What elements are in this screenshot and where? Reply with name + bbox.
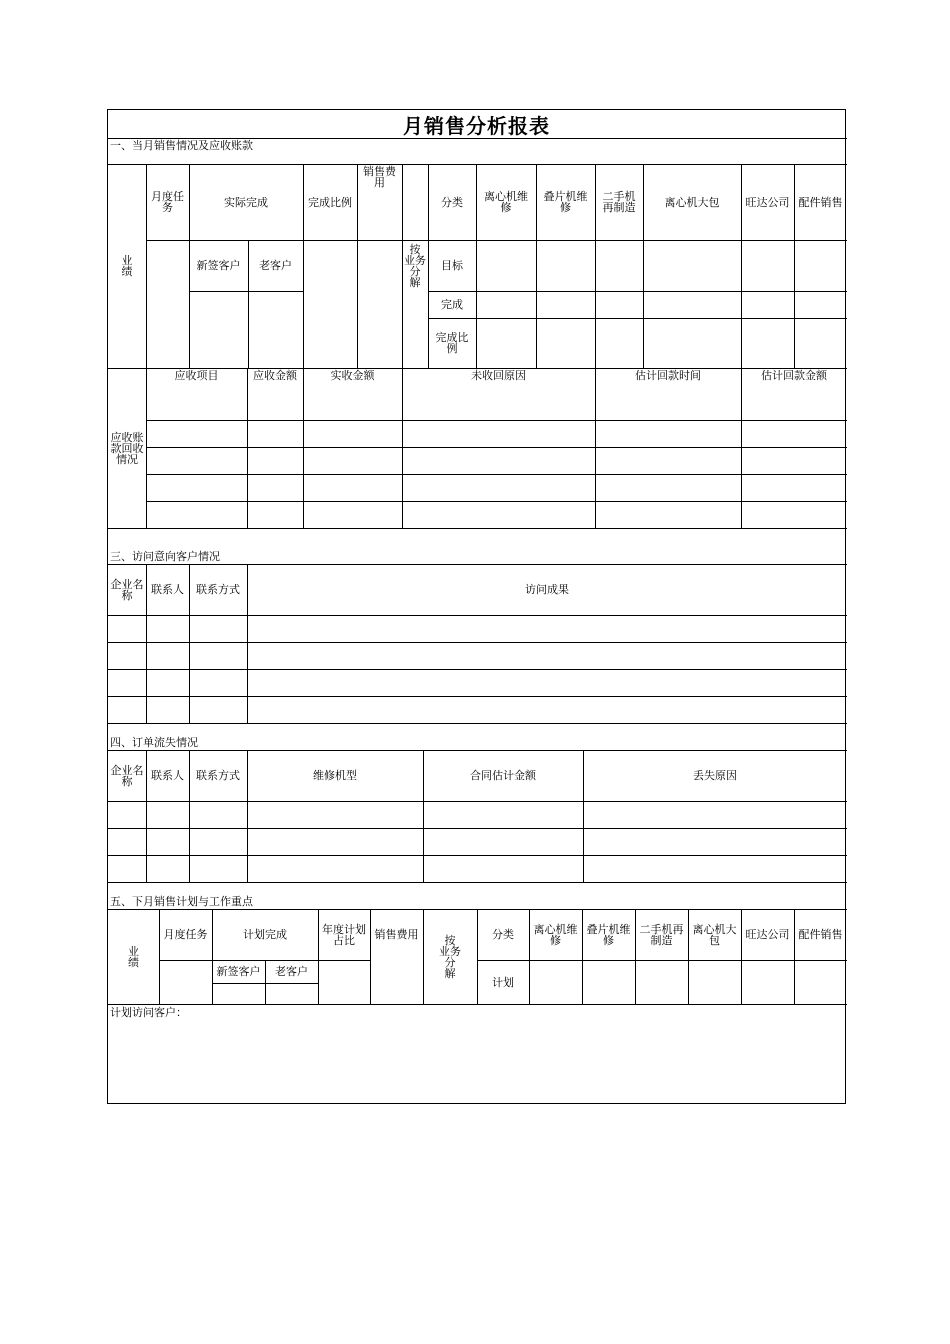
target-label: 目标 xyxy=(441,259,463,272)
cat-1: 离心机维 修 xyxy=(484,190,528,214)
receivables-label: 应收账 款回收 情况 xyxy=(110,430,144,466)
loss-header-reason: 丢失原因 xyxy=(693,769,737,782)
rcv-header-reason: 未收回原因 xyxy=(471,369,526,382)
grid-line xyxy=(108,801,847,802)
monthly-task-header: 月度任 务 xyxy=(151,190,184,214)
rcv-header-received: 实收金额 xyxy=(330,369,375,382)
actual-done-header: 实际完成 xyxy=(224,195,268,209)
loss-header-company: 企业名 称 xyxy=(110,763,144,788)
monthly-sales-report-form xyxy=(107,109,846,1104)
grid-line xyxy=(108,615,847,616)
cat-6: 配件销售 xyxy=(798,195,843,209)
plan-new-client: 新签客户 xyxy=(216,965,261,978)
loss-header-contact: 联系人 xyxy=(151,769,184,782)
grid-line xyxy=(108,642,847,643)
grid-line xyxy=(146,501,847,502)
plan-done-header: 计划完成 xyxy=(243,928,287,941)
plan-cat-1: 离心机维 修 xyxy=(533,922,578,947)
cat-4: 离心机大包 xyxy=(664,195,720,209)
rcv-header-est-amount: 估计回款金额 xyxy=(761,369,827,382)
rcv-header-item: 应收项目 xyxy=(174,369,219,382)
plan-category-header: 分类 xyxy=(492,928,514,941)
plan-sales-cost: 销售费用 xyxy=(374,928,419,941)
grid-line xyxy=(428,240,847,241)
grid-line xyxy=(108,669,847,670)
report-title: 月销售分析报表 xyxy=(403,113,550,138)
visit-header-company: 企业名 称 xyxy=(110,577,144,602)
section-1-heading: 一、当月销售情况及应收账款 xyxy=(110,139,253,152)
plan-cat-2: 叠片机维 修 xyxy=(586,922,631,947)
grid-line xyxy=(108,723,847,724)
by-business-label: 按 业务 分 解 xyxy=(404,243,426,289)
rcv-header-amount: 应收金额 xyxy=(253,369,297,382)
grid-line xyxy=(428,318,847,319)
grid-line xyxy=(108,528,847,529)
loss-header-method: 联系方式 xyxy=(196,769,240,782)
section-5-heading: 五、下月销售计划与工作重点 xyxy=(110,895,253,908)
grid-line xyxy=(428,291,847,292)
perf-label: 业 绩 xyxy=(121,254,133,278)
cat-2: 叠片机维 修 xyxy=(543,190,588,214)
visit-header-contact: 联系人 xyxy=(151,583,184,596)
grid-line xyxy=(108,828,847,829)
new-client-header: 新签客户 xyxy=(196,259,241,272)
section-4-heading: 四、订单流失情况 xyxy=(110,736,198,749)
year-ratio-header: 年度计划 占比 xyxy=(322,922,366,947)
plan-monthly-task: 月度任务 xyxy=(163,928,208,941)
grid-line xyxy=(212,983,318,984)
grid-line xyxy=(108,1004,847,1005)
grid-line xyxy=(108,696,847,697)
plan-cat-4: 离心机大 包 xyxy=(692,922,737,947)
plan-perf-label: 业 绩 xyxy=(128,944,139,969)
old-client-header: 老客户 xyxy=(259,259,292,272)
grid-line xyxy=(189,291,303,292)
loss-header-model: 维修机型 xyxy=(313,769,357,782)
sales-cost-header: 销售费 用 xyxy=(363,165,396,189)
plan-cat-6: 配件销售 xyxy=(798,928,843,941)
planned-visits-label: 计划访问客户： xyxy=(110,1006,187,1019)
visit-header-result: 访问成果 xyxy=(525,583,569,596)
category-header: 分类 xyxy=(441,195,463,209)
visit-header-method: 联系方式 xyxy=(196,583,240,596)
grid-line xyxy=(146,420,847,421)
done-ratio-header: 完成比例 xyxy=(308,195,352,209)
done-label: 完成 xyxy=(441,298,463,311)
plan-cat-5: 旺达公司 xyxy=(745,928,790,941)
plan-label: 计划 xyxy=(492,975,514,989)
grid-line xyxy=(108,855,847,856)
cat-3: 二手机 再制造 xyxy=(602,190,636,214)
plan-by-business: 按 业务 分 解 xyxy=(439,933,461,980)
loss-header-contract: 合同估计金额 xyxy=(470,769,536,782)
ratio-label: 完成比 例 xyxy=(435,331,469,355)
grid-line xyxy=(146,447,847,448)
cat-5: 旺达公司 xyxy=(745,195,790,209)
section-3-heading: 三、访问意向客户情况 xyxy=(110,550,220,563)
plan-old-client: 老客户 xyxy=(275,965,308,978)
grid-line xyxy=(146,474,847,475)
rcv-header-time: 估计回款时间 xyxy=(635,369,701,382)
grid-line xyxy=(477,960,847,961)
plan-cat-3: 二手机再 制造 xyxy=(639,922,684,947)
grid-line xyxy=(108,882,847,883)
